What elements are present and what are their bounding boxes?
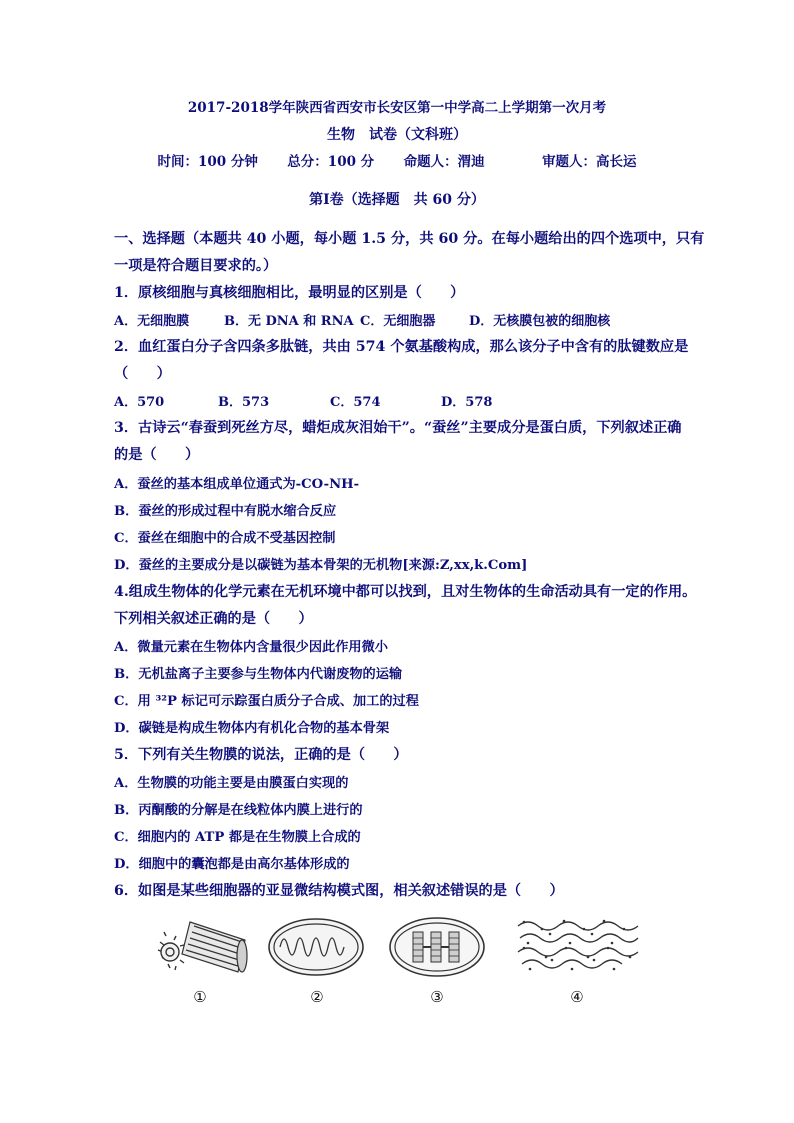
endoplasmic-reticulum-image (512, 912, 642, 982)
q4-stem-line-2: 下列相关叙述正确的是（ ） (114, 611, 313, 627)
q1-stem: 1．原核细胞与真核细胞相比，最明显的区别是（ ） (114, 285, 465, 301)
q2-option-d: D．578 (441, 395, 493, 410)
q3-option-c: C．蚕丝在细胞中的合成不受基因控制 (114, 531, 336, 546)
exam-reviewer: 审题人：高长运 (542, 154, 637, 170)
exam-title: 2017-2018学年陕西省西安市长安区第一中学高二上学期第一次月考 (187, 100, 607, 116)
exam-time: 时间：100 分钟 (157, 154, 258, 170)
exam-subtitle: 生物 试卷（文科班） (327, 127, 467, 143)
q3-stem-line-2: 的是（ ） (114, 447, 200, 463)
figure-label-3: ③ (430, 988, 444, 1006)
q4-option-b: B．无机盐离子主要参与生物体内代谢废物的运输 (114, 667, 403, 682)
exam-total: 总分：100 分 (287, 154, 375, 170)
q4-option-d: D．碳链是构成生物体内有机化合物的基本骨架 (114, 721, 390, 736)
q1-option-c: C．无细胞器 (360, 314, 436, 329)
q3-stem-line-1: 3．古诗云“春蚕到死丝方尽，蜡炬成灰泪始干”。“蚕丝”主要成分是蛋白质，下列叙述正确 (114, 420, 682, 436)
exam-info (0, 150, 794, 170)
q4-option-c: C．用 ³²P 标记可示踪蛋白质分子合成、加工的过程 (114, 694, 419, 709)
figure-label-1: ① (193, 988, 207, 1006)
figure-label-4: ④ (570, 988, 584, 1006)
centriole-image (150, 912, 260, 982)
q1-option-d: D．无核膜包被的细胞核 (469, 314, 611, 329)
q3-option-d: D．蚕丝的主要成分是以碳链为基本骨架的无机物[来源:Z,xx,k.Com] (114, 558, 528, 573)
organelle-figure (150, 912, 650, 1012)
q2-option-c: C．574 (330, 395, 381, 410)
q4-stem-line-1: 4.组成生物体的化学元素在无机环境中都可以找到，且对生物体的生命活动具有一定的作用。 (114, 584, 697, 600)
q2-option-b: B．573 (218, 395, 270, 410)
q3-option-b: B．蚕丝的形成过程中有脱水缩合反应 (114, 504, 337, 519)
section-title: 第Ⅰ卷（选择题 共 60 分） (309, 192, 485, 208)
instructions-line-1: 一、选择题（本题共 40 小题，每小题 1.5 分，共 60 分。在每小题给出的四个选项中，只有 (114, 231, 705, 247)
q2-stem-line-1: 2．血红蛋白分子含四条多肽链，共由 574 个氨基酸构成，那么该分子中含有的肽键数应是 (114, 339, 689, 355)
q2-option-a: A．570 (114, 395, 165, 410)
q5-option-c: C．细胞内的 ATP 都是在生物膜上合成的 (114, 830, 361, 845)
q1-option-a: A．无细胞膜 (114, 314, 190, 329)
q4-option-a: A．微量元素在生物体内含量很少因此作用微小 (114, 640, 388, 655)
chloroplast-image (387, 912, 487, 982)
instructions-line-2: 一项是符合题目要求的。） (114, 258, 278, 274)
mitochondrion-image (266, 912, 366, 982)
q6-stem: 6．如图是某些细胞器的亚显微结构模式图，相关叙述错误的是（ ） (114, 883, 564, 899)
figure-label-2: ② (310, 988, 324, 1006)
q5-option-a: A．生物膜的功能主要是由膜蛋白实现的 (114, 776, 349, 791)
q2-stem-line-2: （ ） (114, 366, 171, 382)
exam-author: 命题人：渭迪 (403, 154, 485, 170)
q3-option-a: A．蚕丝的基本组成单位通式为-CO-NH- (114, 477, 360, 492)
q5-option-d: D．细胞中的囊泡都是由高尔基体形成的 (114, 857, 350, 872)
q5-option-b: B．丙酮酸的分解是在线粒体内膜上进行的 (114, 803, 363, 818)
q1-option-b: B．无 DNA 和 RNA (224, 314, 354, 329)
q5-stem: 5．下列有关生物膜的说法，正确的是（ ） (114, 747, 408, 763)
